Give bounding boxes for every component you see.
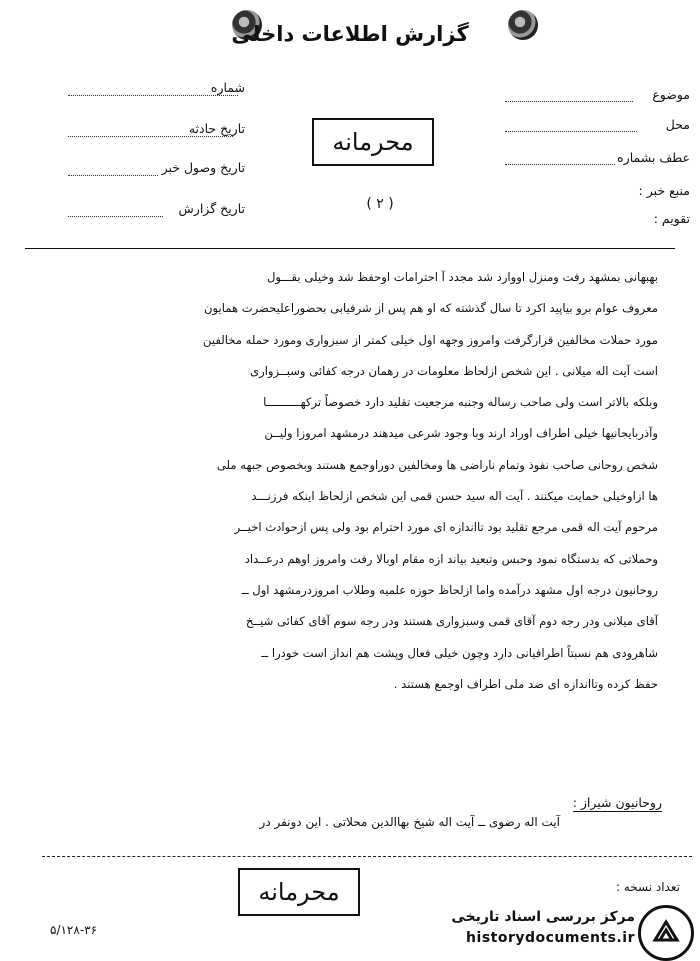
watermark-logo-icon	[638, 905, 694, 961]
field-reference-label: عطف بشماره	[617, 150, 690, 165]
body-line: آقای میلانی ودر رجه دوم آقای قمی وسبزواری هستند ودر رجه سوم آقای کفائی شیــخ	[245, 614, 658, 629]
body-line: بهبهانی بمشهد رفت ومنزل اووارد شد مجدد آ احترامات اوحفظ شد وخیلی بقـــول	[266, 270, 658, 284]
body-line: شاهرودی هم نسبتاً اطرافیانی دارد وچون خیلی فعال وپشت هم انداز است خودرا ــ	[261, 645, 658, 660]
body-line: است آیت اله میلانی . این شخص ازلحاظ معلومات در رهمان درجه کفائی وسبــزواری	[250, 363, 658, 378]
field-source-label: منبع خبر :	[638, 183, 690, 198]
body-line: ها ازاوخیلی حمایت میکنند . آیت اله سید حسن قمی این شخص ازلحاظ اینکه فرزنـــد	[251, 489, 658, 504]
body-line: وحملاتی که بدستگاه نمود وحبس وتبعید بیاند ازه مقام اوبالا رفت وامروز اوهم درعــداد	[244, 551, 658, 566]
field-calendar-label: تقویم :	[653, 211, 690, 226]
field-received-date-line	[68, 175, 158, 176]
field-reference-line	[505, 164, 615, 165]
body-line: مورد حملات مخالفین قرارگرفت وامروز وجهه اول خیلی کمتر از سبزواری ومورد حمله مخالفین	[203, 332, 658, 347]
field-incident-date-label: تاریخ حادثه	[188, 121, 245, 136]
body-line: مرحوم آیت اله قمی مرجع تقلید بود تااندازه ای مورد احترام بود ولی پس ازحوادث اخیــر	[234, 520, 658, 535]
body-line: وبلکه بالاتر است ولی صاحب رساله وجنبه مرجعیت تقلید دارد خصوصاً ترکهــــــــــا	[263, 395, 658, 410]
footer-divider	[42, 856, 692, 857]
field-location-line	[505, 131, 637, 132]
field-number-line	[68, 95, 238, 96]
confidential-stamp: محرمانه	[312, 118, 434, 166]
watermark-text-en: historydocuments.ir	[466, 930, 635, 946]
report-body	[42, 262, 658, 700]
header-divider	[25, 248, 675, 249]
body-line: روحانیون درجه اول مشهد درآمده واما ازلحاظ حوزه علمیه وطلاب امروزدرمشهد اول ــ	[241, 582, 658, 597]
body-line: حفظ کرده وتااندازه ای ضد ملی اطراف اوجمع هستند .	[393, 676, 658, 691]
reference-number: ۵/۱۲۸-۳۶	[50, 923, 98, 937]
copies-label: تعداد نسخه :	[615, 880, 680, 894]
confidential-stamp-footer: محرمانه	[238, 868, 360, 916]
field-subject-line	[505, 101, 633, 102]
body-line: معروف عوام برو بیاپید اکرد تا سال گذشته که او هم پس از شرفیابی بحضوراعلیحضرت همایون	[203, 301, 658, 316]
field-incident-date-line	[68, 136, 233, 137]
shiraz-label: روحانیون شیراز :	[572, 795, 662, 810]
field-subject-label: موضوع	[652, 87, 690, 102]
body-line: شخص روحانی صاحب نفوذ وتمام ناراضی ها ومخالفین دوراوجمع هستند وبخصوص جبهه ملی	[216, 457, 658, 472]
page-title: گزارش اطلاعات داخلی	[231, 22, 469, 46]
field-received-date-label: تاریخ وصول خبر	[161, 160, 245, 175]
page-number: ( ۲ )	[366, 196, 394, 212]
field-location-label: محل	[665, 117, 690, 132]
shiraz-text: آیت اله رضوی ــ آیت اله شیخ بهاالدین محلاتی . این دونفر در	[259, 815, 560, 829]
field-number-label: شماره	[210, 80, 245, 95]
watermark-text-fa: مرکز بررسی اسناد تاریخی	[451, 909, 635, 925]
body-line: وآذربایجانیها خیلی اطراف اوراد ارند وبا وجود شرعی میدهند درمشهد امروزا ولیــن	[264, 426, 658, 441]
field-report-date-label: تاریخ گزارش	[178, 201, 245, 216]
field-report-date-line	[68, 216, 163, 217]
